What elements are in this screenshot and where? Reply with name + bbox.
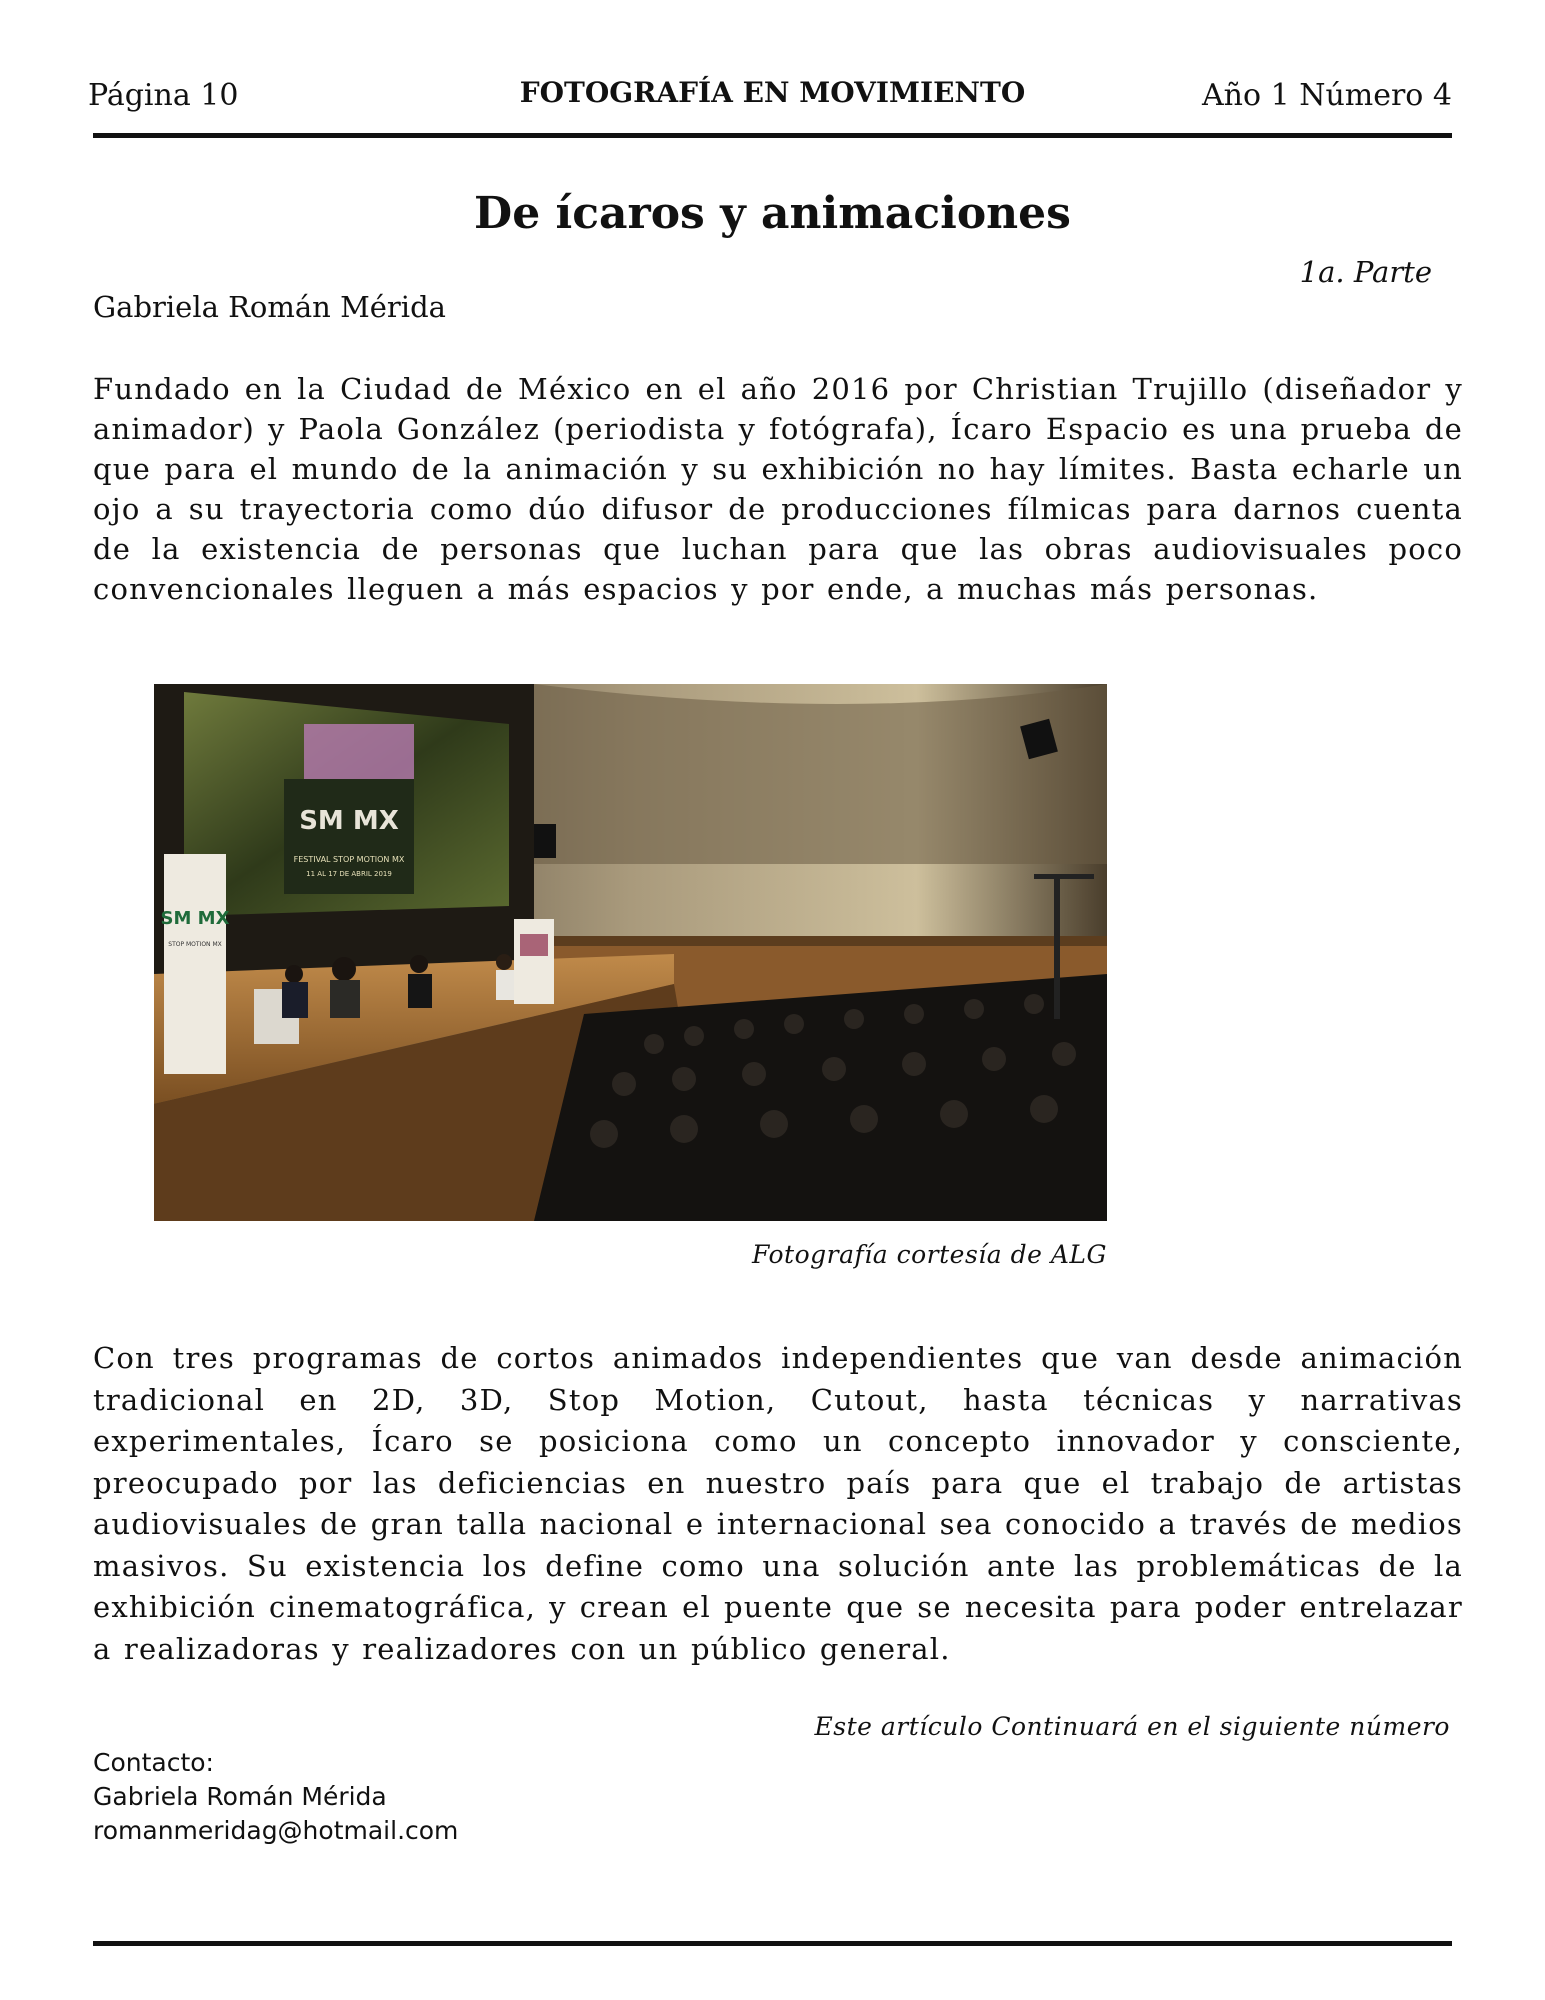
banner-subtitle: STOP MOTION MX xyxy=(168,941,222,948)
article-author: Gabriela Román Mérida xyxy=(93,290,446,324)
article-title: De ícaros y animaciones xyxy=(474,188,1071,239)
header-divider xyxy=(93,133,1452,138)
continued-note: Este artículo Continuará en el siguiente número xyxy=(814,1712,1450,1741)
screen-dates: 11 AL 17 DE ABRIL 2019 xyxy=(306,870,392,878)
publication-title: FOTOGRAFÍA EN MOVIMIENTO xyxy=(519,76,1026,109)
article-part: 1a. Parte xyxy=(1299,255,1432,289)
screen-logo: SM MX xyxy=(299,806,399,836)
photo-caption: Fotografía cortesía de ALG xyxy=(752,1240,1107,1269)
article-paragraph-1: Fundado en la Ciudad de México en el año 2016 por Christian Trujillo (diseñador y animador) y Paola González (periodista y fotógrafa), Ícaro Espacio es una prueba de que para el mundo de la animación y su exhibición no hay límites. Basta echarle un ojo a su trayectoria como dúo difusor de producciones fílmicas para darnos cuenta de la existencia de personas que luchan para que las obras audiovisuales poco convencionales lleguen a más espacios y por ende, a muchas más personas. xyxy=(93,372,1463,606)
issue-number: Año 1 Número 4 xyxy=(1201,78,1452,113)
contact-label: Contacto: xyxy=(93,1748,214,1777)
screen-subtitle: FESTIVAL STOP MOTION MX xyxy=(293,855,405,864)
banner-logo: SM MX xyxy=(160,908,230,929)
article-paragraph-2: Con tres programas de cortos animados independientes que van desde animación tradicional en 2D, 3D, Stop Motion, Cutout, hasta técnicas y narrativas experimentales, Ícaro se posiciona como un concepto innovador y consciente, preocupado por las deficiencias en nuestro país para que el trabajo de artistas audiovisuales de gran talla nacional e internacional sea conocido a través de medios masivos. Su existencia los define como una solución ante las problemáticas de la exhibición cinematográfica, y crean el puente que se necesita para poder entrelazar a realizadoras y realizadores con un público general. xyxy=(93,1341,1463,1666)
contact-block xyxy=(93,1746,458,1848)
footer-divider xyxy=(93,1941,1452,1946)
contact-name: Gabriela Román Mérida xyxy=(93,1782,387,1811)
event-photo xyxy=(154,684,1107,1221)
page-number: Página 10 xyxy=(88,78,239,113)
contact-email[interactable]: romanmeridag@hotmail.com xyxy=(93,1816,459,1845)
